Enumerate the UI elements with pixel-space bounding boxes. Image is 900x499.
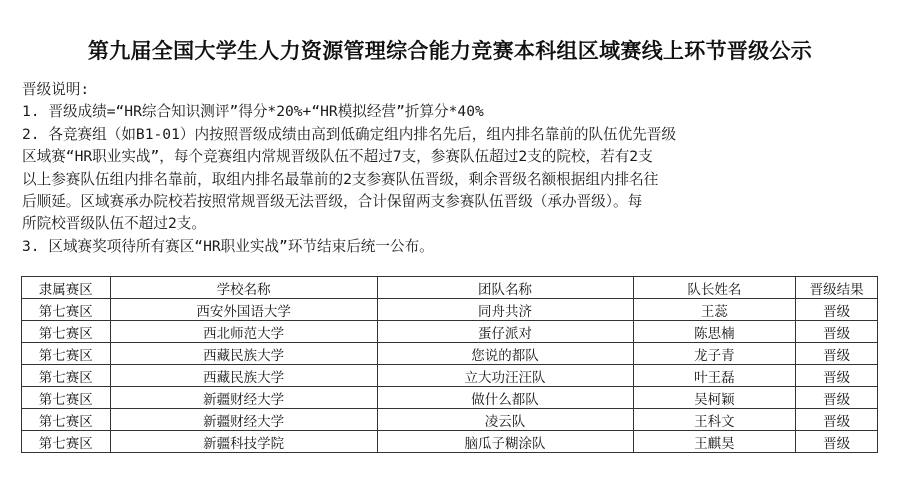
cell-school: 新疆财经大学 [110, 387, 377, 409]
notes-heading: 晋级说明: [22, 81, 90, 98]
cell-captain: 龙子青 [633, 343, 796, 365]
cell-team: 凌云队 [377, 409, 633, 431]
cell-captain: 王麒昊 [633, 431, 796, 453]
table-row [22, 387, 878, 409]
notes-line-6: 所院校晋级队伍不超过2支。 [22, 215, 206, 233]
cell-school: 西北师范大学 [110, 321, 377, 343]
cell-result: 晋级 [796, 299, 878, 321]
cell-team: 做什么都队 [377, 387, 633, 409]
cell-school: 西藏民族大学 [110, 343, 377, 365]
notes-line-3: 区域赛“HR职业实战”，每个竞赛组内常规晋级队伍不超过7支，参赛队伍超过2支的院校，若有2支 [22, 148, 653, 166]
cell-school: 西藏民族大学 [110, 365, 377, 387]
cell-region: 第七赛区 [22, 299, 111, 321]
cell-result: 晋级 [796, 365, 878, 387]
cell-team: 您说的都队 [377, 343, 633, 365]
cell-region: 第七赛区 [22, 409, 111, 431]
notes-line-2: 2. 各竞赛组（如B1-01）内按照晋级成绩由高到低确定组内排名先后，组内排名靠前的队伍优先晋级 [22, 125, 677, 143]
table-row [22, 365, 878, 387]
cell-captain: 陈思楠 [633, 321, 796, 343]
cell-region: 第七赛区 [22, 365, 111, 387]
table-row [22, 299, 878, 321]
header-result: 晋级结果 [796, 277, 878, 299]
notes-line-1: 1. 晋级成绩=“HR综合知识测评”得分*20%+“HR模拟经营”折算分*40% [22, 103, 484, 121]
promotion-table [21, 276, 878, 453]
cell-captain: 叶王磊 [633, 365, 796, 387]
cell-region: 第七赛区 [22, 431, 111, 453]
cell-result: 晋级 [796, 409, 878, 431]
cell-result: 晋级 [796, 343, 878, 365]
cell-team: 立大功汪汪队 [377, 365, 633, 387]
header-captain: 队长姓名 [633, 277, 796, 299]
notes-line-7: 3. 区域赛奖项待所有赛区“HR职业实战”环节结束后统一公布。 [22, 237, 434, 255]
cell-region: 第七赛区 [22, 321, 111, 343]
cell-school: 新疆科技学院 [110, 431, 377, 453]
header-region: 隶属赛区 [22, 277, 111, 299]
notes-line-4: 以上参赛队伍组内排名靠前，取组内排名最靠前的2支参赛队伍晋级，剩余晋级名额根据组内排名往 [22, 170, 659, 188]
cell-region: 第七赛区 [22, 343, 111, 365]
cell-team: 同舟共济 [377, 299, 633, 321]
cell-result: 晋级 [796, 321, 878, 343]
page-title: 第九届全国大学生人力资源管理综合能力竞赛本科组区域赛线上环节晋级公示 [87, 39, 813, 63]
cell-team: 脑瓜子糊涂队 [377, 431, 633, 453]
table-row [22, 409, 878, 431]
header-school: 学校名称 [110, 277, 377, 299]
cell-team: 蛋仔派对 [377, 321, 633, 343]
header-team: 团队名称 [377, 277, 633, 299]
cell-region: 第七赛区 [22, 387, 111, 409]
notes-line-5: 后顺延。区域赛承办院校若按照常规晋级无法晋级，合计保留两支参赛队伍晋级（承办晋级）。每 [22, 192, 643, 210]
cell-captain: 吴柯颖 [633, 387, 796, 409]
cell-captain: 王蕊 [633, 299, 796, 321]
table-row [22, 343, 878, 365]
table-row [22, 431, 878, 453]
cell-captain: 王科文 [633, 409, 796, 431]
table-row [22, 321, 878, 343]
cell-result: 晋级 [796, 387, 878, 409]
table-header-row [22, 277, 878, 299]
cell-school: 西安外国语大学 [110, 299, 377, 321]
cell-result: 晋级 [796, 431, 878, 453]
promotion-notes [22, 79, 882, 258]
cell-school: 新疆财经大学 [110, 409, 377, 431]
